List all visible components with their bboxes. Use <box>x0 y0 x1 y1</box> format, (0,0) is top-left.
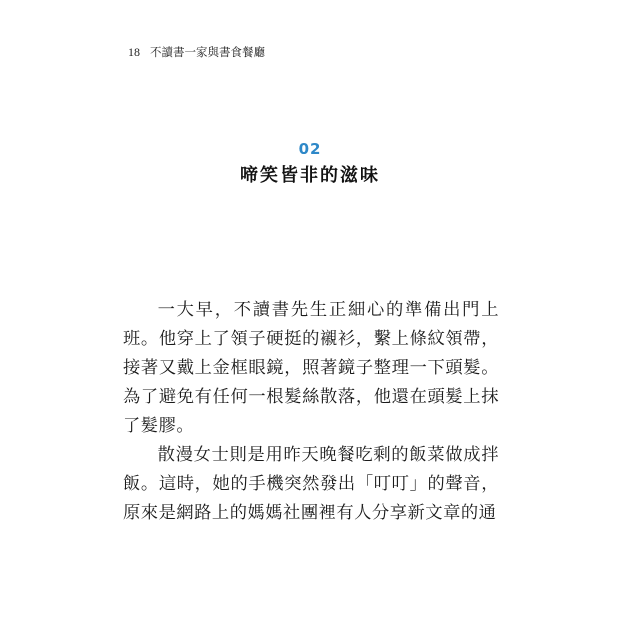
body-text <box>123 296 499 528</box>
paragraph: 散漫女士則是用昨天晚餐吃剩的飯菜做成拌飯。這時，她的手機突然發出「叮叮」的聲音，原來是網路上的媽媽社團裡有人分享新文章的通 <box>123 445 499 523</box>
paragraph: 一大早，不讀書先生正細心的準備出門上班。他穿上了領子硬挺的襯衫，繫上條紋領帶，接著又戴上金框眼鏡，照著鏡子整理一下頭髮。為了避免有任何一根髮絲散落，他還在頭髮上抹了髮膠。 <box>123 300 499 436</box>
running-header <box>128 44 265 60</box>
running-title: 不讀書一家與書食餐廳 <box>150 45 265 59</box>
chapter-number: 02 <box>298 140 322 158</box>
page-number: 18 <box>128 45 140 59</box>
chapter-title: 啼笑皆非的滋味 <box>240 165 380 186</box>
